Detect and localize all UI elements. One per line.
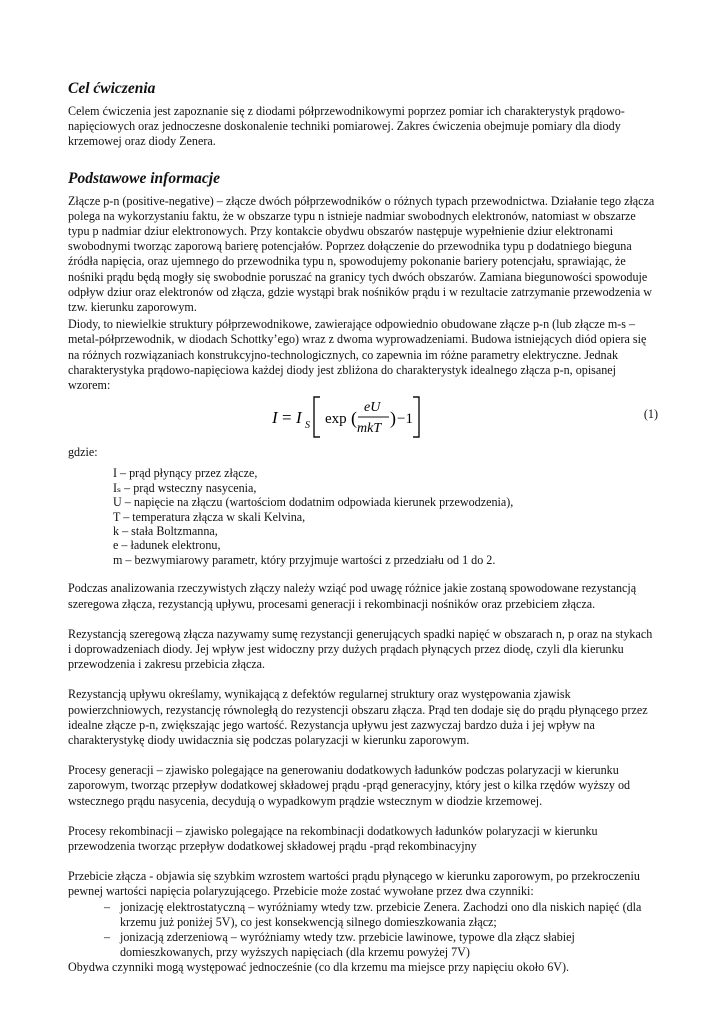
- paragraph-diody: Diody, to niewielkie struktury półprzewodnikowe, zawierające odpowiednio obudowane złącze p-n (lub złącze m-s – metal-półprzewodnik, w diodach Schottky’ego) wraz z dwoma wyprowadzeniami. Budowa istniejących diód opiera się na różnych rozwiązaniach konstrukcyjno-technologicznych, co zapewnia im różne parametry elektryczne. Jednak charakterystyka prądowo-napięciowa każdej diody jest zbliżona do charakterystyk idealnego złącza p-n, opisanej wzorem:: [68, 317, 647, 393]
- section-heading-podstawowe: Podstawowe informacje: [68, 169, 220, 187]
- formula-right-bracket: [413, 397, 419, 437]
- list-bullet: –: [103, 929, 110, 944]
- formula-lhs: I: [272, 408, 278, 428]
- diode-equation-svg: [68, 395, 658, 439]
- paragraph-rzeczywiste-zlacza: Podczas analizowania rzeczywistych złączy należy wziąć pod uwagę różnice jakie zostaną spowodowane rezystancją szeregowa złącza, rezystancją upływu, procesami generacji i rekombinacji nośników oraz przebiciem złącza.: [68, 581, 637, 611]
- paragraph-rezystancja-szeregowa: Rezystancją szeregową złącza nazywamy sumę rezystancji generujących spadki napięć w obszarach n, p oraz na stykach i doprowadzeniach diody. Jej wpływ jest widoczny przy dużych prądach płynących przez diodę, czyli dla kierunku przewodzenia i zakresu przebicia złącza.: [68, 626, 653, 672]
- formula-is: I: [296, 408, 302, 428]
- formula-numerator: eU: [364, 400, 381, 416]
- formula-number: (1): [643, 407, 658, 422]
- list-item: [68, 900, 658, 930]
- list-bullet: –: [103, 899, 110, 914]
- symbol-definitions: [113, 466, 658, 567]
- definition-item: I – prąd płynący przez złącze,: [113, 466, 258, 481]
- definition-item: T – temperatura złącza w skali Kelvina,: [113, 509, 306, 524]
- list-item-text: jonizacją zderzeniową – wyróżniamy wtedy tzw. przebicie lawinowe, typowe dla złącz słabiej domieszkowanych, przy wyższych napięciach (dla krzemu powyżej 7V): [120, 929, 575, 960]
- definition-item: U – napięcie na złączu (wartościom dodatnim odpowiada kierunek przewodzenia),: [113, 495, 514, 510]
- paragraph-procesy-generacji: Procesy generacji – zjawisko polegające na generowaniu dodatkowych ładunków podczas polaryzacji w kierunku zaporowym, tworząc przepływ dodatkowej składowej prądu -prąd generacyjny, który jest o kilka rzędów wyższy od wstecznego prądu nasycenia, decydują o wypadkowym prądzie wstecznym w diodzie krzemowej.: [68, 763, 631, 808]
- formula-left-bracket: [314, 397, 320, 437]
- paragraph-przebicie-zlacza: Przebicie złącza - objawia się szybkim wzrostem wartości prądu płynącego w kierunku zaporowym, po przekroczeniu pewnej wartości napięcia polaryzującego. Przebicie może zostać wywołane przez dwa czynniki:: [68, 869, 640, 899]
- formula-equals: =: [282, 408, 292, 428]
- formula-rparen: ): [390, 408, 396, 429]
- document-page: [68, 80, 658, 976]
- section-heading-cel: Cel ćwiczenia: [68, 80, 156, 97]
- definition-item: k – stała Boltzmanna,: [113, 524, 218, 539]
- definition-item: e – ładunek elektronu,: [113, 538, 221, 553]
- formula-lparen: (: [351, 408, 357, 429]
- paragraph-rezystancja-uplywu: Rezystancją upływu określamy, wynikającą z defektów regularnej struktury oraz występowania zjawisk powierzchniowych, rezystancję równoległą do rezystencji obszaru złącza. Prąd ten dodaje się do prądu płynącego przez idealne złącze p-n, zwiększając jego wartość. Rezystancja upływu jest zazwyczaj bardzo duża i jej wpływ na charakterystykę diody uwidacznia się podczas polaryzacji w kierunku zaporowym.: [68, 687, 648, 747]
- formula-minus-one: −1: [397, 411, 413, 428]
- diode-equation: [68, 395, 658, 439]
- label-gdzie: gdzie:: [68, 445, 98, 460]
- formula-denominator: mkT: [357, 421, 382, 437]
- paragraph-zlacze-pn: Złącze p-n (positive-negative) – złącze dwóch półprzewodników o różnych typach przewodnictwa. Działanie tego złącza polega na wykorzystaniu faktu, że w obszarze typu n istnieje nadmiar swobodnych elektronów, natomiast w obszarze typu p nadmiar dziur elektronowych. Przy kontakcie obydwu obszarów następuje wypełnienie dziur elektronami swobodnymi tworząc zaporową barierę potencjałów. Poprzez dołączenie do przewodnika typu p dodatniego bieguna źródła napięcia, oraz ujemnego do przewodnika typu n, spowodujemy pokonanie bariery potencjału, sprawiając, że nośniki prądu będą mogły się swobodnie poruszać na granicy tych dwóch obszarów. Zamiana biegunowości spowoduje odpływ dziur oraz elektronów od złącza, gdzie wystąpi brak nośników prądu i w rezultacie zatrzymanie przewodzenia w tzw. kierunku zaporowym.: [68, 193, 655, 315]
- list-item-text: jonizację elektrostatyczną – wyróżniamy wtedy tzw. przebicie Zenera. Zachodzi ono dla niskich napięć (dla krzemu już poniżej 5V), co jest konsekwencją silnego domieszkowania złącz;: [120, 899, 642, 929]
- definition-item: m – bezwymiarowy parametr, który przyjmuje wartości z przedziału od 1 do 2.: [113, 552, 496, 567]
- breakdown-factors-list: [68, 900, 658, 961]
- formula-exp: exp: [325, 411, 347, 428]
- paragraph-cel: Celem ćwiczenia jest zapoznanie się z diodami półprzewodnikowymi poprzez pomiar ich charakterystyk prądowo-napięciowych oraz jednoczesne doskonalenie techniki pomiarowej. Zakres ćwiczenia obejmuje pomiary dla diody krzemowej oraz diody Zenera.: [68, 104, 625, 149]
- definition-item: Iₛ – prąd wsteczny nasycenia,: [113, 480, 257, 495]
- formula-is-subscript: S: [305, 420, 310, 432]
- paragraph-procesy-rekombinacji: Procesy rekombinacji – zjawisko polegające na rekombinacji dodatkowych ładunków polaryzacji w kierunku przewodzenia tworząc przepływ dodatkowej składowej prądu -prąd rekombinacyjny: [68, 823, 598, 853]
- list-item: [68, 930, 658, 960]
- paragraph-obydwa-czynniki: Obydwa czynniki mogą występować jednocześnie (co dla krzemu ma miejsce przy napięciu około 6V).: [68, 960, 570, 975]
